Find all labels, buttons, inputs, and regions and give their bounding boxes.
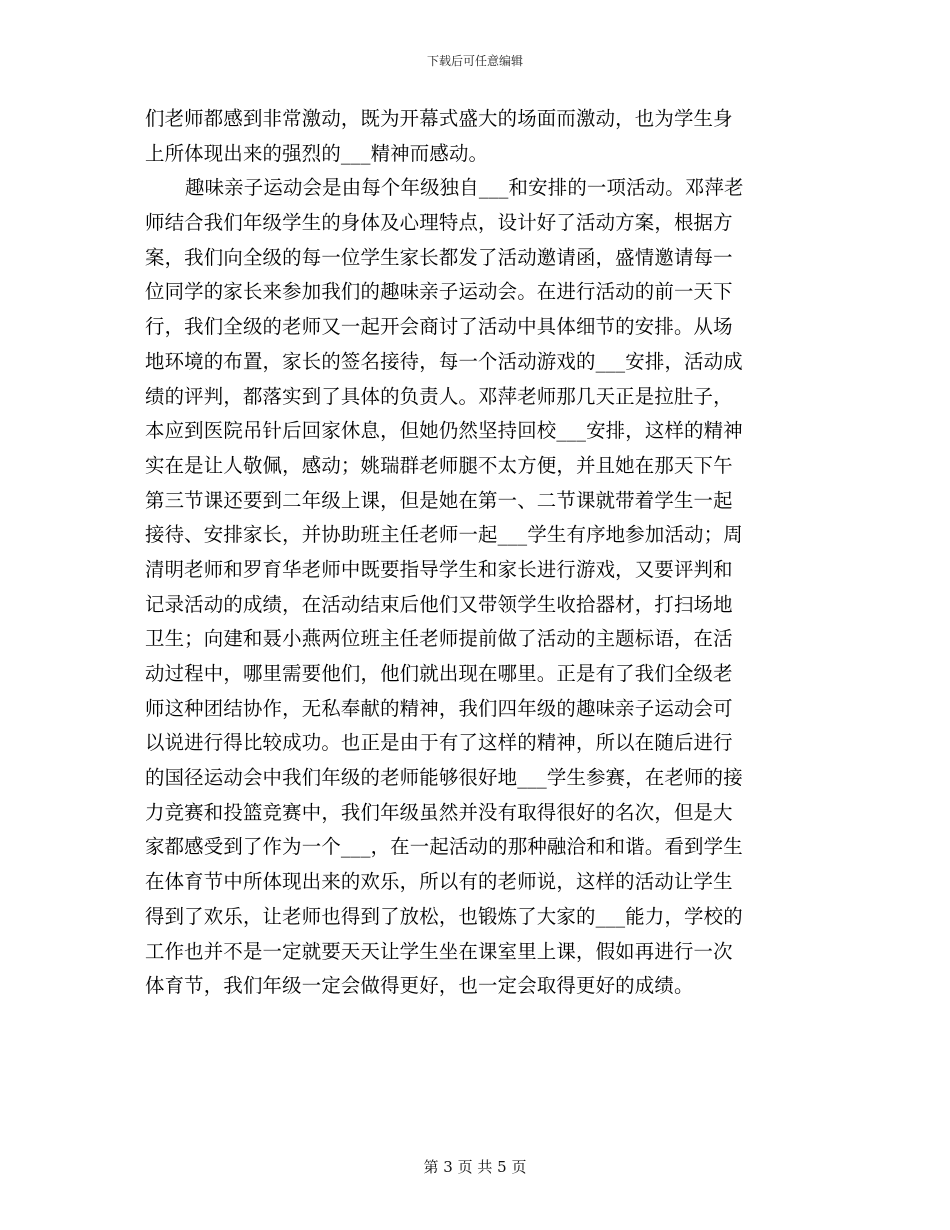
text-line: 体育节，我们年级一定会做得更好，也一定会取得更好的成绩。 xyxy=(145,974,694,998)
document-body xyxy=(145,102,809,1004)
text-line: 师这种团结协作，无私奉献的精神，我们四年级的趣味亲子运动会可 xyxy=(145,696,733,720)
text-line: 绩的评判，都落实到了具体的负责人。邓萍老师那几天正是拉肚子， xyxy=(145,384,733,408)
text-line: 们老师都感到非常激动，既为开幕式盛大的场面而激动，也为学生身 xyxy=(145,107,733,130)
text-line: 第三节课还要到二年级上课，但是她在第一、二节课就带着学生一起 xyxy=(145,488,733,512)
text-line: 师结合我们年级学生的身体及心理特点，设计好了活动方案，根据方 xyxy=(145,211,733,235)
text-line: 家都感受到了作为一个___，在一起活动的那种融洽和和谐。看到学生 xyxy=(145,835,743,859)
page-footer: 第 3 页 共 5 页 xyxy=(423,1158,527,1176)
text-line: 工作也并不是一定就要天天让学生坐在课室里上课，假如再进行一次 xyxy=(145,939,733,963)
text-line: 记录活动的成绩，在活动结束后他们又带领学生收拾器材，打扫场地 xyxy=(145,592,733,616)
text-line: 接待、安排家长，并协助班主任老师一起___学生有序地参加活动；周 xyxy=(145,523,743,547)
text-line: 卫生；向建和聂小燕两位班主任老师提前做了活动的主题标语，在活 xyxy=(145,627,733,651)
text-line: 实在是让人敬佩，感动；姚瑞群老师腿不太方便，并且她在那天下午 xyxy=(145,453,733,477)
text-line: 行，我们全级的老师又一起开会商讨了活动中具体细节的安排。从场 xyxy=(145,315,733,339)
page-header: 下载后可任意编辑 xyxy=(426,54,523,68)
text-line: 得到了欢乐，让老师也得到了放松，也锻炼了大家的___能力，学校的 xyxy=(145,904,743,928)
text-line: 动过程中，哪里需要他们，他们就出现在哪里。正是有了我们全级老 xyxy=(145,662,733,685)
text-line: 清明老师和罗育华老师中既要指导学生和家长进行游戏，又要评判和 xyxy=(145,557,733,581)
paragraph-start-line: 趣味亲子运动会是由每个年级独自___和安排的一项活动。邓萍老 xyxy=(185,176,744,200)
text-line: 地环境的布置，家长的签名接待，每一个活动游戏的___安排，活动成 xyxy=(145,349,743,373)
text-line: 本应到医院吊针后回家休息，但她仍然坚持回校___安排，这样的精神 xyxy=(145,419,743,443)
text-line: 力竞赛和投篮竞赛中，我们年级虽然并没有取得很好的名次，但是大 xyxy=(145,800,733,824)
text-line: 以说进行得比较成功。也正是由于有了这样的精神，所以在随后进行 xyxy=(145,731,733,755)
text-line: 在体育节中所体现出来的欢乐，所以有的老师说，这样的活动让学生 xyxy=(145,870,733,894)
text-line: 位同学的家长来参加我们的趣味亲子运动会。在进行活动的前一天下 xyxy=(145,280,733,304)
text-line: 案，我们向全级的每一位学生家长都发了活动邀请函，盛情邀请每一 xyxy=(145,245,733,269)
text-line: 上所体现出来的强烈的___精神而感动。 xyxy=(145,141,489,165)
text-line: 的国径运动会中我们年级的老师能够很好地___学生参赛，在老师的接 xyxy=(145,766,743,790)
